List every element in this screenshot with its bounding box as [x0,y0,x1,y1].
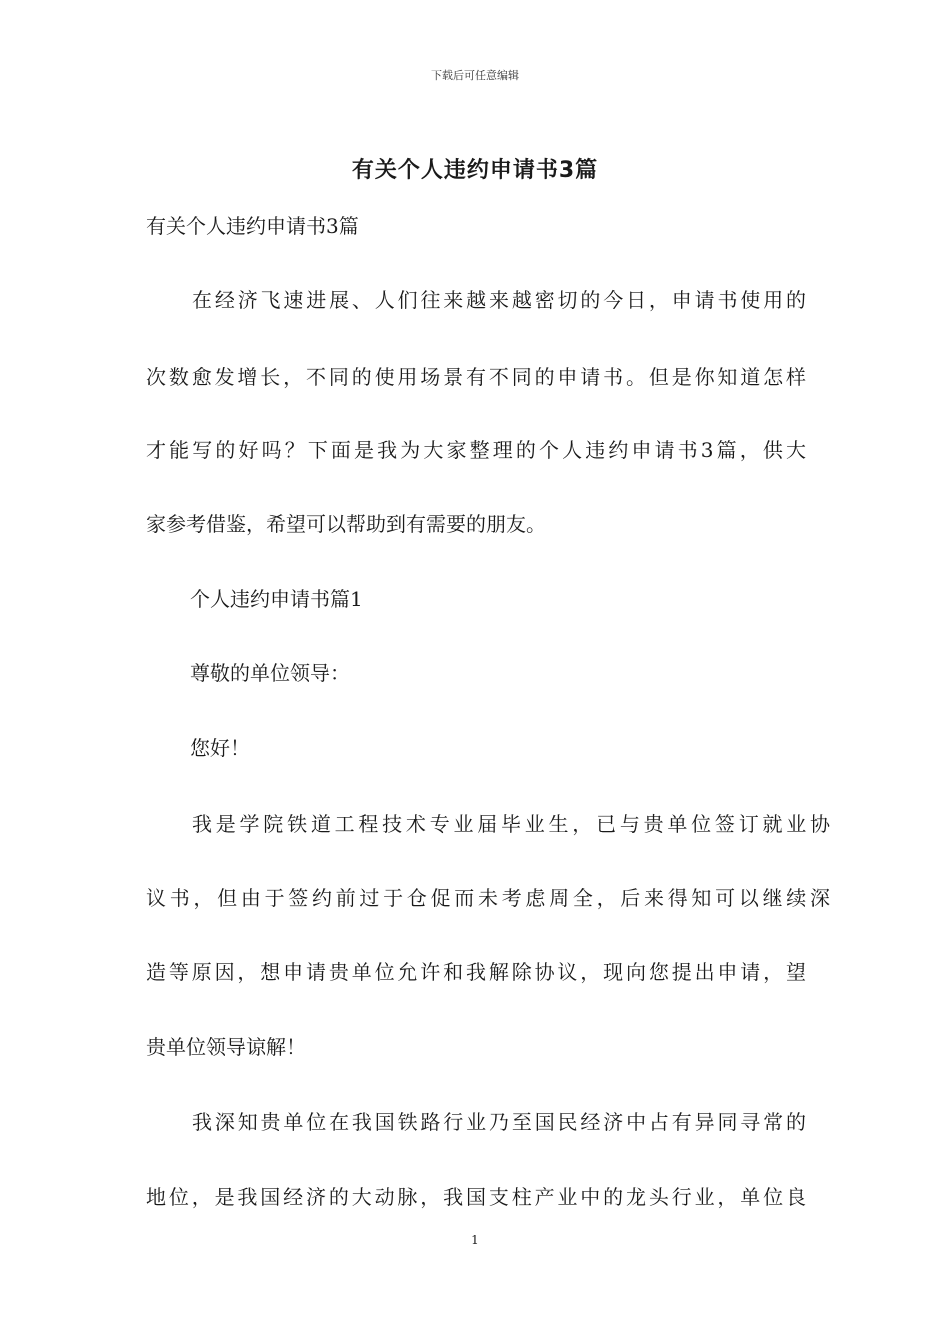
page-number: 1 [471,1233,479,1247]
section-heading: 个人违约申请书篇1 [190,587,363,611]
paragraph-line: 在经济飞速进展、人们往来越来越密切的今日，申请书使用的 [192,288,806,312]
page-header: 下载后可任意编辑 [431,69,519,82]
salutation: 尊敬的单位领导： [190,661,350,685]
paragraph-line: 家参考借鉴，希望可以帮助到有需要的朋友。 [146,512,546,536]
paragraph-line: 议书，但由于签约前过于仓促而未考虑周全，后来得知可以继续深 [146,886,830,910]
greeting: 您好！ [190,736,250,760]
paragraph-line: 次数愈发增长，不同的使用场景有不同的申请书。但是你知道怎样 [146,365,806,389]
document-title: 有关个人违约申请书3篇 [351,158,599,183]
paragraph-line: 地位，是我国经济的大动脉，我国支柱产业中的龙头行业，单位良 [146,1185,806,1209]
paragraph-line: 贵单位领导谅解！ [146,1035,306,1059]
document-subtitle: 有关个人违约申请书3篇 [146,214,359,238]
paragraph-line: 我是学院铁道工程技术专业届毕业生，已与贵单位签订就业协 [192,812,830,836]
paragraph-line: 才能写的好吗？下面是我为大家整理的个人违约申请书3篇，供大 [146,438,806,462]
paragraph-line: 造等原因，想申请贵单位允许和我解除协议，现向您提出申请，望 [146,960,806,984]
paragraph-line: 我深知贵单位在我国铁路行业乃至国民经济中占有异同寻常的 [192,1110,806,1134]
